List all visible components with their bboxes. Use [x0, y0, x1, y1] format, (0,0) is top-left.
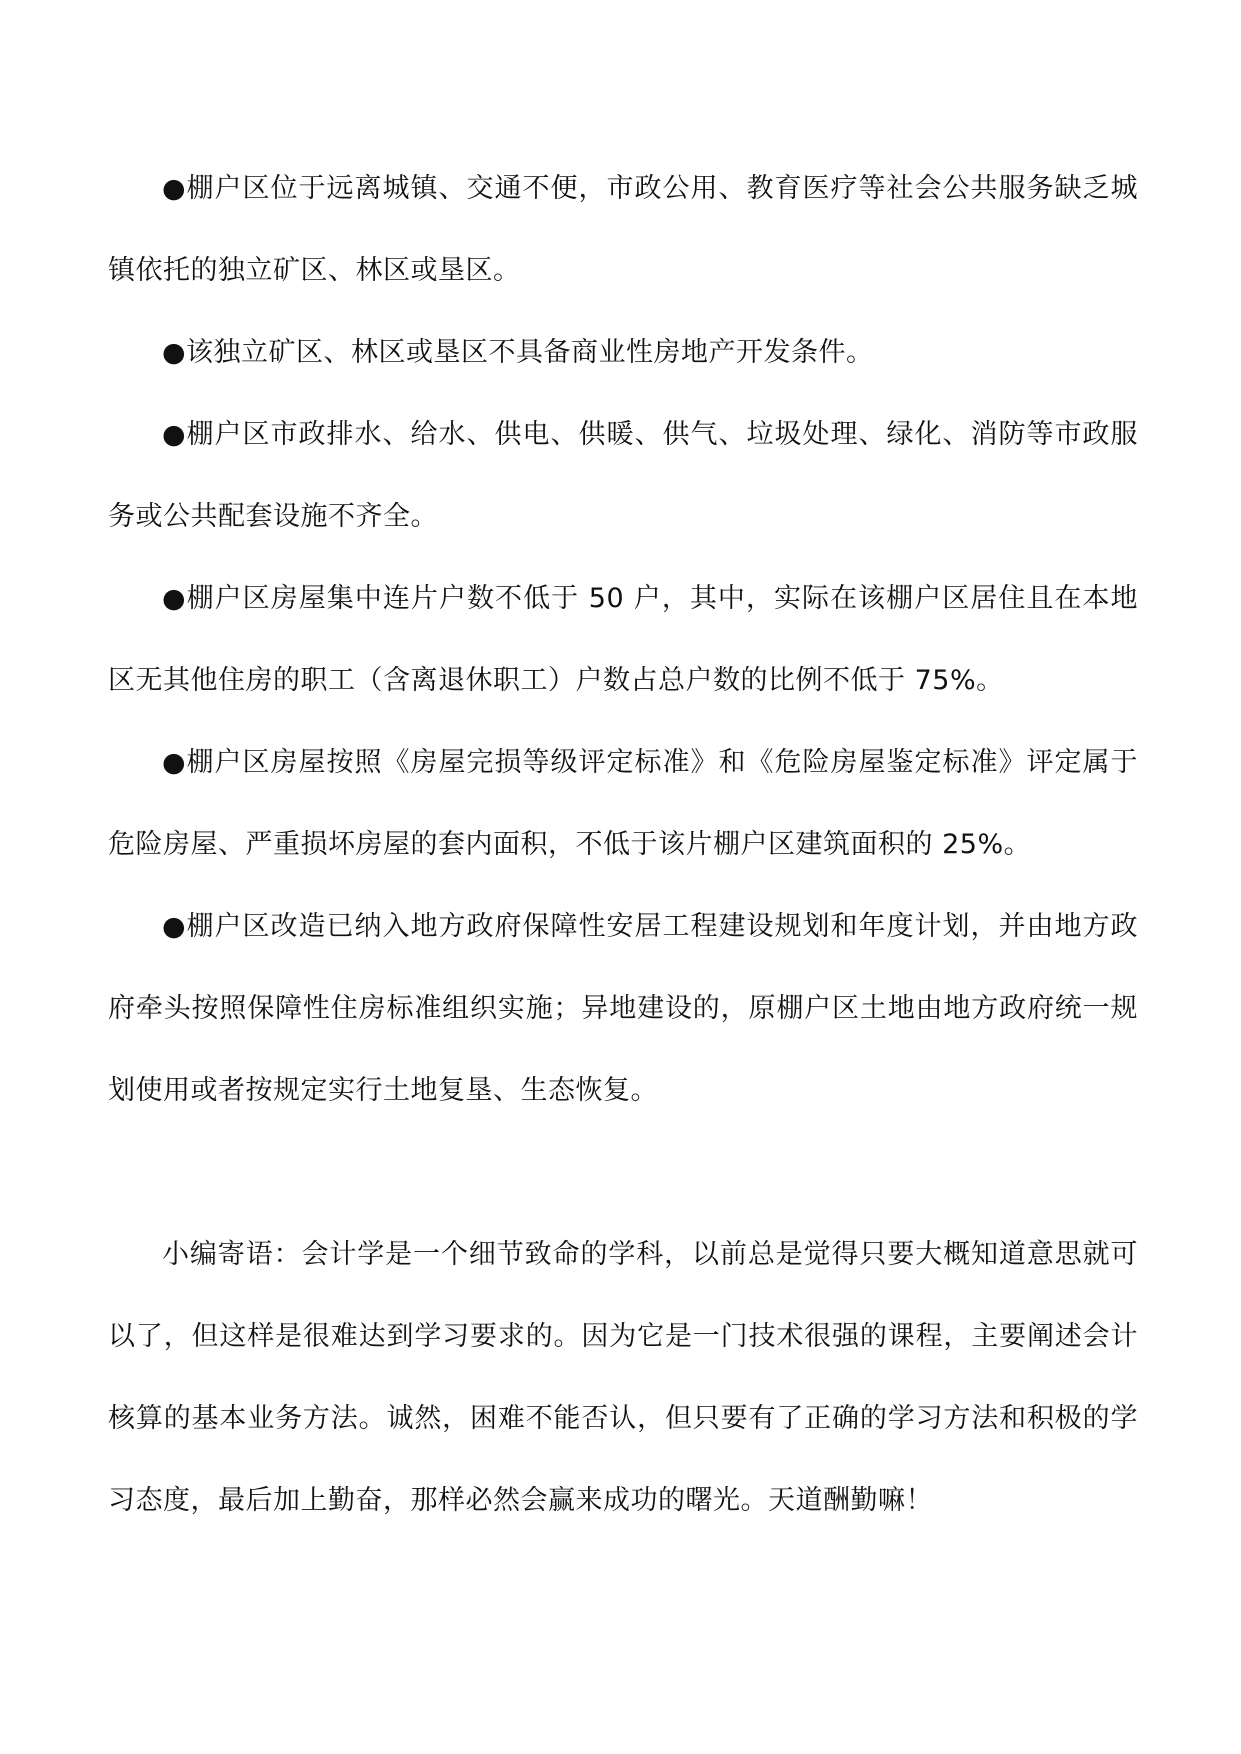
document-body	[108, 148, 1138, 1542]
bullet-paragraph-5: ●棚户区房屋按照《房屋完损等级评定标准》和《危险房屋鉴定标准》评定属于危险房屋、严重损坏房屋的套内面积，不低于该片棚户区建筑面积的 25%。	[108, 747, 1138, 860]
bullet-paragraph-6: ●棚户区改造已纳入地方政府保障性安居工程建设规划和年度计划，并由地方政府牵头按照保障性住房标准组织实施；异地建设的，原棚户区土地由地方政府统一规划使用或者按规定实行土地复垦、生态恢复。	[108, 911, 1138, 1106]
bullet-paragraph-3: ●棚户区市政排水、给水、供电、供暖、供气、垃圾处理、绿化、消防等市政服务或公共配套设施不齐全。	[108, 419, 1138, 532]
bullet-paragraph-4: ●棚户区房屋集中连片户数不低于 50 户，其中，实际在该棚户区居住且在本地区无其他住房的职工（含离退休职工）户数占总户数的比例不低于 75%。	[108, 583, 1138, 696]
bullet-paragraph-2: ●该独立矿区、林区或垦区不具备商业性房地产开发条件。	[162, 337, 874, 368]
closing-note-paragraph: 小编寄语：会计学是一个细节致命的学科，以前总是觉得只要大概知道意思就可以了，但这样是很难达到学习要求的。因为它是一门技术很强的课程，主要阐述会计核算的基本业务方法。诚然，困难不能否认，但只要有了正确的学习方法和积极的学习态度，最后加上勤奋，那样必然会赢来成功的曙光。天道酬勤嘛！	[108, 1239, 1138, 1516]
bullet-paragraph-1: ●棚户区位于远离城镇、交通不便，市政公用、教育医疗等社会公共服务缺乏城镇依托的独立矿区、林区或垦区。	[108, 173, 1138, 286]
paragraph-spacer	[108, 1132, 1138, 1214]
